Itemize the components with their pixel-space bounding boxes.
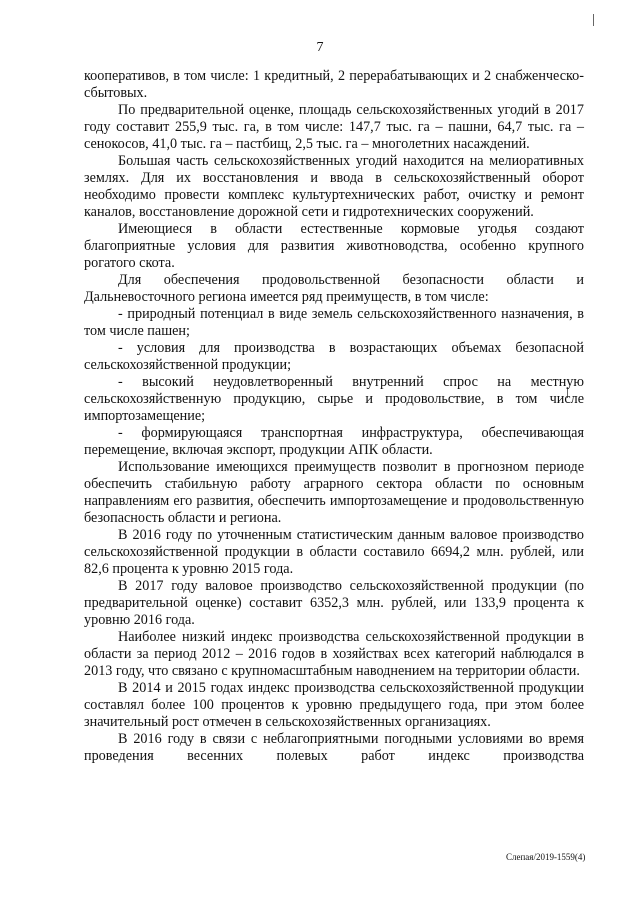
paragraph: По предварительной оценке, площадь сельскохозяйственных угодий в 2017 году составит 255,9 тыс. га, в том числе: 147,7 тыс. га – пашни, 64,7 тыс. га – сенокосов, 41,0 тыс. га – пастбищ, 2,5 тыс. га – многолетних насаждений. [84,102,584,152]
list-item: - природный потенциал в виде земель сельскохозяйственного назначения, в том числе пашен; [84,306,584,339]
document-body [84,68,584,765]
paragraph: кооперативов, в том числе: 1 кредитный, 2 перерабатывающих и 2 снабженческо-сбытовых. [84,68,584,101]
list-item: - высокий неудовлетворенный внутренний спрос на местную сельскохозяйственную продукцию, сырье и продовольствие, в том числе импортозамещение; [84,374,584,424]
paragraph: Имеющиеся в области естественные кормовые угодья создают благоприятные условия для развития животноводства, особенно крупного рогатого скота. [84,221,584,271]
paragraph: Большая часть сельскохозяйственных угодий находится на мелиоративных землях. Для их восстановления и ввода в сельскохозяйственный оборот необходимо провести комплекс культуртехнических работ, очистку и ремонт каналов, восстановление дорожной сети и гидротехнических сооружений. [84,153,584,220]
paragraph: В 2016 году по уточненным статистическим данным валовое производство сельскохозяйственной продукции в области составило 6694,2 млн. рублей, или 82,6 процента к уровню 2015 года. [84,527,584,577]
paragraph: В 2017 году валовое производство сельскохозяйственной продукции (по предварительной оценке) составит 6352,3 млн. рублей, или 133,9 процента к уровню 2016 года. [84,578,584,628]
paragraph: Для обеспечения продовольственной безопасности области и Дальневосточного региона имеется ряд преимуществ, в том числе: [84,272,584,305]
list-item: - условия для производства в возрастающих объемах безопасной сельскохозяйственной продукции; [84,340,584,373]
paragraph-last: В 2016 году в связи с неблагоприятными погодными условиями во время проведения весенних полевых работ индекс производства [84,731,584,764]
page-number: 7 [316,40,324,55]
paragraph: В 2014 и 2015 годах индекс производства сельскохозяйственной продукции составлял более 100 процентов к уровню предыдущего года, при этом более значительный рост отмечен в сельскохозяйственных организациях. [84,680,584,730]
footer-code: Слепая/2019-1559(4) [506,852,586,862]
margin-mark-top [593,14,594,26]
list-item: - формирующаяся транспортная инфраструктура, обеспечивающая перемещение, включая экспорт, продукции АПК области. [84,425,584,458]
paragraph: Использование имеющихся преимуществ позволит в прогнозном периоде обеспечить стабильную работу аграрного сектора области по основным направлениям его развития, обеспечить импортозамещение и продовольственную безопасность области и региона. [84,459,584,526]
paragraph: Наиболее низкий индекс производства сельскохозяйственной продукции в области за период 2012 – 2016 годов в хозяйствах всех категорий наблюдался в 2013 году, что связано с крупномасштабным наводнением на территории области. [84,629,584,679]
